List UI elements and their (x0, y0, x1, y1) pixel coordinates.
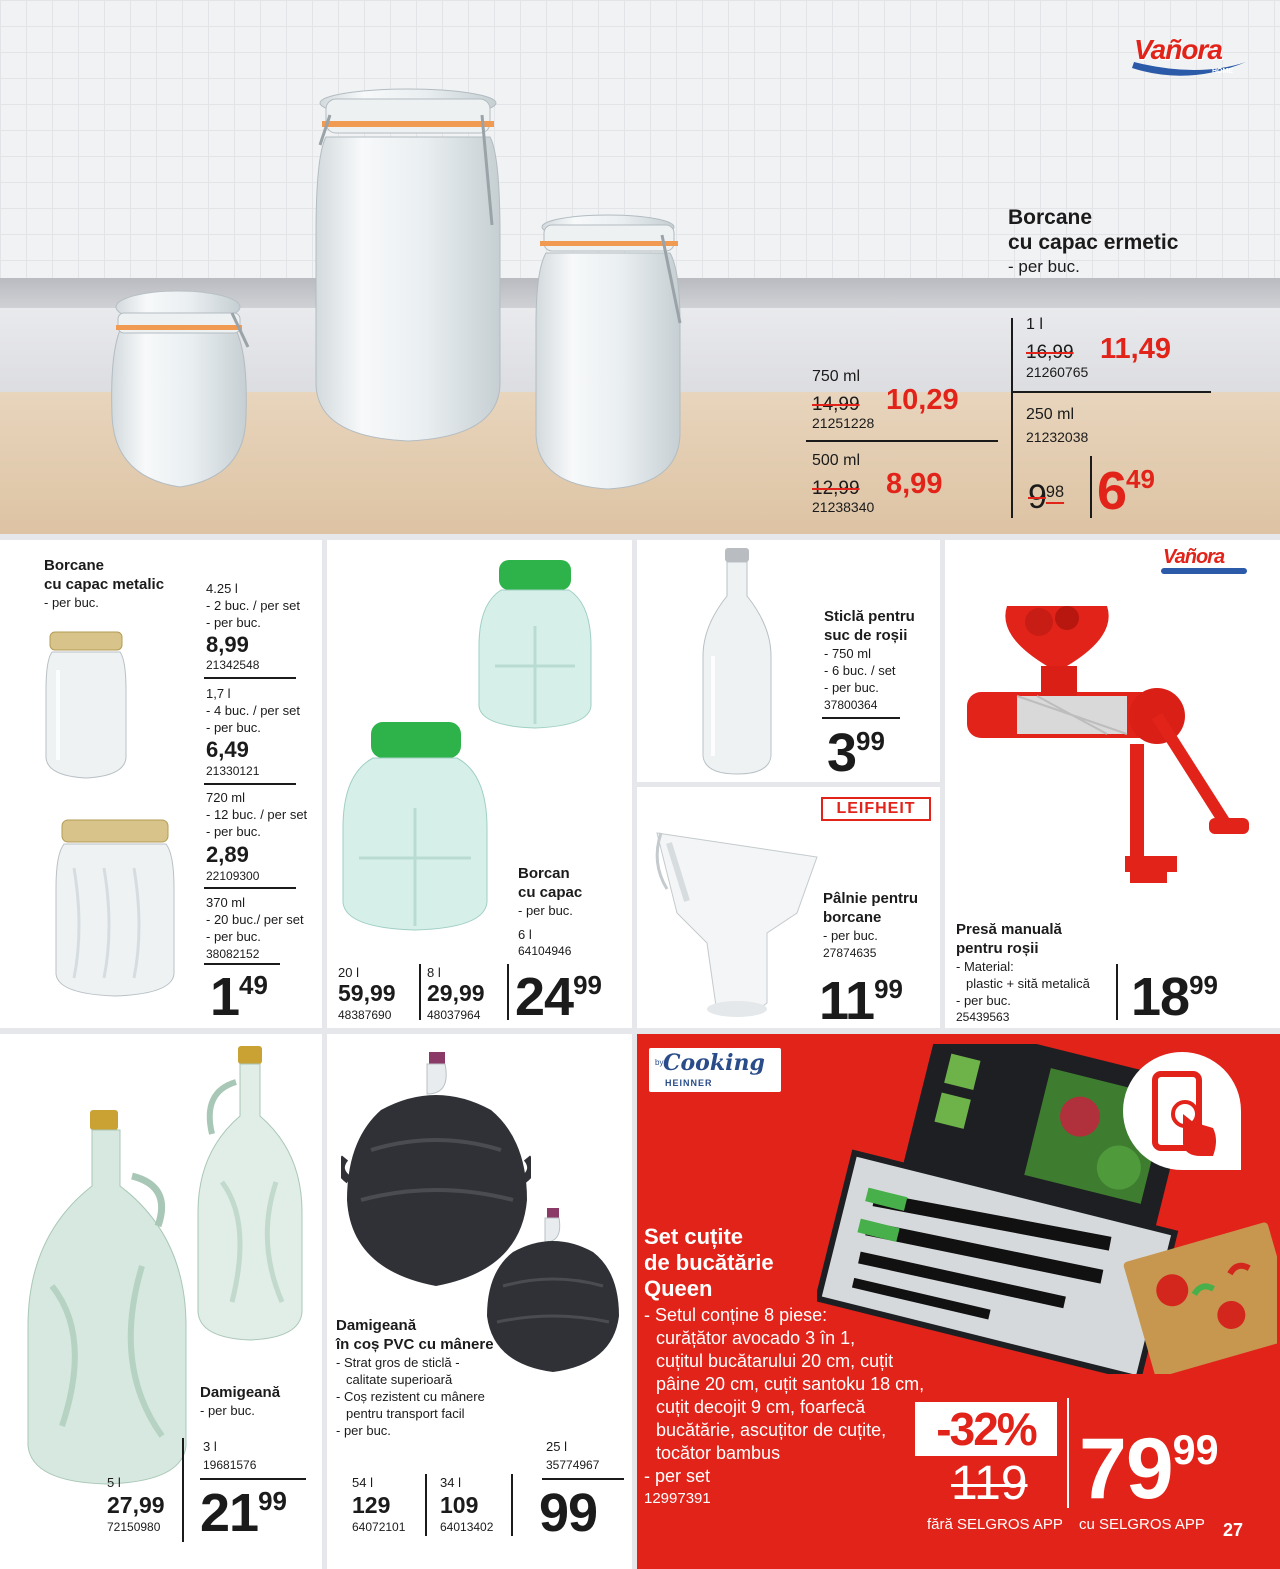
funnel-price-int: 11 (819, 971, 875, 1028)
pvc-54l-code: 64072101 (352, 1520, 406, 1534)
pvc-34l-code: 64013402 (440, 1520, 494, 1534)
bottle-divider (822, 717, 900, 719)
metal-jars-v4-l2: - 20 buc./ per set (206, 912, 304, 927)
cooking-logo-text: Cooking (663, 1050, 765, 1076)
bottle-price-dec: 99 (856, 728, 885, 756)
pvc-34l-size: 34 l (440, 1475, 461, 1490)
jar-lid-div1 (419, 964, 421, 1020)
vanora-logo-small (1159, 544, 1249, 580)
knives-title-line1: Set cuțite (644, 1224, 744, 1249)
jar-lid-8l-code: 48037964 (427, 1008, 481, 1022)
hero-500-size: 500 ml (812, 452, 861, 469)
metal-jars-v3-l1: 720 ml (206, 790, 246, 805)
pvc-l5: - per buc. (336, 1423, 391, 1438)
pvc-25l-size: 25 l (546, 1439, 567, 1454)
hero-250-new-dec: 49 (1126, 466, 1155, 494)
funnel-price-dec: 99 (874, 976, 903, 1004)
knives-new-label: cu SELGROS APP (1079, 1516, 1205, 1533)
hero-1l-code: 21260765 (1026, 364, 1089, 380)
metal-jars-v1-l3: - per buc. (206, 615, 261, 630)
metal-jars-v2-code: 21330121 (206, 764, 260, 778)
press-l3: - per buc. (956, 993, 1011, 1008)
pvc-54l-size: 54 l (352, 1475, 373, 1490)
knives-discount-badge: -32% (915, 1402, 1057, 1456)
metal-jars-title-line1: Borcane (44, 557, 105, 574)
hero-250-new-price (1097, 461, 1155, 521)
press-price-dec: 99 (1189, 972, 1218, 1000)
metal-jars-v4-price (210, 967, 268, 1027)
funnel-unit: - per buc. (823, 928, 878, 943)
small-hermetic-jar (112, 291, 248, 487)
hero-divider-h1 (1011, 391, 1211, 393)
hero-divider-v (1011, 318, 1013, 518)
metal-jars-v4-l3: - per buc. (206, 929, 261, 944)
jar-lid-20l-size: 20 l (338, 965, 359, 980)
selgros-app-badge (1123, 1052, 1241, 1170)
large-hermetic-jar (316, 89, 500, 441)
hero-750-new-price: 10,29 (886, 384, 959, 416)
knives-old-price: 119 (951, 1457, 1028, 1510)
tomato-juice-bottle-image (697, 546, 777, 776)
demijohn-3l-size: 3 l (203, 1439, 217, 1454)
pvc-l4: pentru transport facil (346, 1406, 465, 1421)
funnel-code: 27874635 (823, 946, 877, 960)
demijohn-3l-code: 19681576 (203, 1458, 257, 1472)
pvc-l2: calitate superioară (346, 1372, 453, 1387)
hero-250-old-int: 9 (1028, 478, 1046, 516)
jar-lid-6l-price-int: 24 (515, 967, 574, 1027)
jar-lid-20l-price: 59,99 (338, 980, 396, 1006)
hermetic-jars-image (90, 85, 710, 505)
press-code: 25439563 (956, 1010, 1010, 1024)
press-title-line2: pentru roșii (956, 940, 1039, 957)
hero-divider-h2 (806, 440, 998, 442)
funnel-title-line1: Pâlnie pentru (823, 890, 919, 907)
bottle-l1: - 750 ml (824, 646, 871, 661)
hero-250-new-int: 6 (1097, 461, 1127, 521)
demijohn-divider-h (200, 1478, 306, 1480)
knives-new-price-dec: 99 (1172, 1427, 1219, 1473)
metal-jars-v2-l3: - per buc. (206, 720, 261, 735)
metal-jars-div4 (204, 963, 280, 965)
knives-code: 12997391 (644, 1490, 711, 1507)
jar-lid-div2 (507, 964, 509, 1020)
metal-jars-v1-l1: 4.25 l (206, 581, 238, 596)
knives-title-line3: Queen (644, 1276, 713, 1301)
demijohn-3l-price-int: 21 (200, 1483, 259, 1543)
hero-750-code: 21251228 (812, 415, 875, 431)
press-l1: - Material: (956, 959, 1014, 974)
demijohn-cell (0, 1034, 322, 1569)
hero-500-code: 21238340 (812, 499, 875, 515)
pvc-l3: - Coș rezistent cu mânere (336, 1389, 485, 1404)
funnel-price (819, 971, 903, 1028)
demijohn-divider-v (182, 1438, 184, 1542)
press-title-line1: Presă manuală (956, 921, 1062, 938)
hero-250-old-price (1028, 480, 1064, 514)
metal-jars-div3 (204, 887, 296, 889)
demijohn-5l-price: 27,99 (107, 1492, 165, 1518)
pvc-34l-price: 109 (440, 1492, 479, 1518)
jar-lid-20l-code: 48387690 (338, 1008, 392, 1022)
press-price-int: 18 (1131, 967, 1190, 1027)
demijohn-large-image (22, 1106, 192, 1486)
demijohn-3l-price-dec: 99 (258, 1488, 287, 1516)
press-price (1131, 967, 1218, 1027)
bottle-price (827, 723, 885, 782)
knives-desc-3: pâine 20 cm, cuțit santoku 18 cm, (656, 1374, 925, 1394)
demijohn-5l-size: 5 l (107, 1475, 121, 1490)
knives-desc-6: tocător bambus (656, 1443, 781, 1463)
jar-lid-6l-price (515, 967, 602, 1027)
vanora-small-swoosh (1161, 568, 1247, 574)
vanora-logo-sub: HOME (1212, 68, 1233, 75)
metal-jars-title-line2: cu capac metalic (44, 576, 165, 593)
knives-new-price-int: 79 (1079, 1421, 1173, 1517)
knives-desc-4: cuțit decojit 9 cm, foarfecă (656, 1397, 866, 1417)
bottle-title-line1: Sticlă pentru (824, 608, 915, 625)
vanora-logo (1128, 32, 1250, 84)
jar-lid-6l-size: 6 l (518, 927, 532, 942)
jar-lid-title-line2: cu capac (518, 884, 583, 901)
metal-lid-jar-large-image (54, 818, 176, 998)
jar-lid-6l-price-dec: 99 (573, 972, 602, 1000)
metal-lid-jar-small-image (44, 630, 128, 780)
press-divider (1116, 964, 1118, 1020)
jar-lid-cell (327, 540, 632, 1028)
knives-desc-1: curățător avocado 3 în 1, (656, 1328, 856, 1348)
bottle-l3: - per buc. (824, 680, 879, 695)
pvc-div2 (511, 1474, 513, 1536)
bottle-cell (637, 540, 940, 782)
pvc-title-line2: în coș PVC cu mânere (336, 1336, 494, 1353)
hero-unit: - per buc. (1008, 257, 1080, 276)
demijohn-5l-code: 72150980 (107, 1520, 161, 1534)
vanora-small-text: Vañora (1163, 546, 1225, 568)
metal-jars-v4-code: 38082152 (206, 947, 260, 961)
metal-jars-v4-l1: 370 ml (206, 895, 246, 910)
pvc-54l-price: 129 (352, 1492, 391, 1518)
pvc-div1 (425, 1474, 427, 1536)
knives-cell (637, 1034, 1280, 1569)
press-cell (945, 540, 1280, 1028)
knives-price-divider (1067, 1398, 1069, 1508)
phone-touch-icon (1123, 1052, 1241, 1170)
metal-jars-v4-price-int: 1 (210, 967, 240, 1027)
hero-title-line1: Borcane (1008, 206, 1093, 229)
hero-750-old-price: 14,99 (812, 394, 860, 415)
hero-500-old-price: 12,99 (812, 478, 860, 499)
tomato-press-image (957, 596, 1257, 902)
green-lid-jar-back-image (475, 556, 595, 730)
knives-desc-2: cuțitul bucătarului 20 cm, cuțit (656, 1351, 894, 1371)
hero-1l-old-price: 16,99 (1026, 342, 1074, 363)
bottle-price-int: 3 (827, 723, 857, 782)
jar-lid-8l-size: 8 l (427, 965, 441, 980)
bottle-title-line2: suc de roșii (824, 627, 908, 644)
demijohn-unit: - per buc. (200, 1403, 255, 1418)
hero-1l-size: 1 l (1026, 316, 1043, 333)
metal-jars-v1-l2: - 2 buc. / per set (206, 598, 300, 613)
hero-title-line2: cu capac ermetic (1008, 231, 1179, 254)
demijohn-pvc-cell (327, 1034, 632, 1569)
knives-new-price (1079, 1421, 1219, 1517)
demijohn-small-image (192, 1042, 308, 1342)
metal-jars-v1-price: 8,99 (206, 632, 249, 657)
pvc-title-line1: Damigeană (336, 1317, 417, 1334)
metal-jars-v3-l3: - per buc. (206, 824, 261, 839)
metal-jars-div2 (204, 783, 296, 785)
metal-jars-unit: - per buc. (44, 595, 99, 610)
leifheit-logo: LEIFHEIT (821, 797, 931, 821)
knives-title-line2: de bucătărie (644, 1250, 774, 1275)
knives-old-label: fără SELGROS APP (927, 1516, 1063, 1533)
bottle-l2: - 6 buc. / set (824, 663, 896, 678)
hero-1l-new-price: 11,49 (1100, 333, 1171, 365)
pvc-25l-code: 35774967 (546, 1458, 600, 1472)
hero-250-size: 250 ml (1026, 406, 1075, 423)
funnel-cell (637, 787, 940, 1028)
page-number: 27 (1223, 1520, 1244, 1540)
metal-jars-v1-code: 21342548 (206, 658, 260, 672)
hero-250-old-dec: 98 (1045, 483, 1065, 501)
jar-lid-unit: - per buc. (518, 903, 573, 918)
pvc-l1: - Strat gros de sticlă - (336, 1355, 460, 1370)
pvc-demijohn-small-image (483, 1206, 623, 1376)
hero-500-new-price: 8,99 (886, 468, 943, 500)
bottle-code: 37800364 (824, 698, 878, 712)
cooking-logo-by: by (655, 1058, 664, 1067)
metal-jars-v3-price: 2,89 (206, 842, 249, 867)
green-lid-jar-front-image (339, 718, 491, 932)
vanora-logo-text: Vañora (1134, 34, 1222, 65)
pvc-25l-price: 99 (539, 1483, 598, 1543)
press-l2: plastic + sită metalică (966, 976, 1090, 991)
metal-jars-div1 (204, 677, 296, 679)
metal-jars-v4-price-dec: 49 (239, 972, 268, 1000)
metal-jars-v2-l2: - 4 buc. / per set (206, 703, 300, 718)
demijohn-3l-price (200, 1483, 287, 1543)
hero-750-size: 750 ml (812, 368, 861, 385)
metal-jars-v3-code: 22109300 (206, 869, 260, 883)
knives-desc-0: - Setul conține 8 piese: (644, 1305, 828, 1325)
demijohn-title: Damigeană (200, 1384, 281, 1401)
metal-jars-v3-l2: - 12 buc. / per set (206, 807, 308, 822)
hero-250-code: 21232038 (1026, 429, 1089, 445)
jar-lid-title-line1: Borcan (518, 865, 570, 882)
cooking-logo (649, 1048, 781, 1092)
metal-jars-cell (0, 540, 322, 1028)
cooking-logo-heinner: HEINNER (665, 1078, 713, 1088)
hero-section (0, 0, 1280, 534)
funnel-image (647, 823, 827, 1023)
hero-250-divider (1090, 456, 1092, 518)
knives-desc-7: - per set (644, 1466, 711, 1486)
metal-jars-v2-l1: 1,7 l (206, 686, 231, 701)
jar-lid-8l-price: 29,99 (427, 980, 485, 1006)
knives-desc-5: bucătărie, ascuțitor de cuțite, (656, 1420, 887, 1440)
funnel-title-line2: borcane (823, 909, 882, 926)
metal-jars-v2-price: 6,49 (206, 737, 249, 762)
jar-lid-6l-code: 64104946 (518, 944, 572, 958)
pvc-divider-h (542, 1478, 624, 1480)
medium-hermetic-jar (536, 215, 680, 489)
